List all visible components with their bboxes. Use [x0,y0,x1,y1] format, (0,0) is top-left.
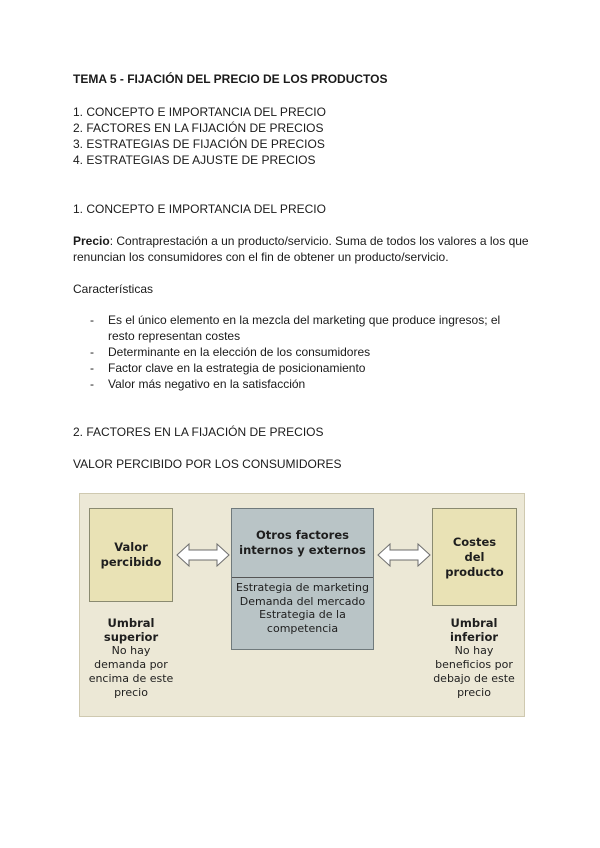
otros-factores-item: Demanda del mercado [239,594,366,608]
list-item-text: Determinante en la elección de los consumidores [108,345,371,359]
umbral-inferior-text-line: precio [457,686,491,699]
list-item-text: Valor más negativo en la satisfacción [108,377,306,391]
list-item-text: Es el único elemento en la mezcla del marketing que produce ingresos; el resto representan costes [108,313,501,343]
double-arrow-left-icon [175,541,231,569]
toc-item: 3. ESTRATEGIAS DE FIJACIÓN DE PRECIOS [73,137,325,151]
subheading: VALOR PERCIBIDO POR LOS CONSUMIDORES [73,457,342,471]
costes-producto-line: Costes [452,534,497,549]
double-arrow-right-icon [376,541,432,569]
umbral-inferior-text-line: beneficios por [435,658,513,671]
list-item [90,312,520,344]
costes-producto-line: producto [445,564,504,579]
otros-factores-title-line: Otros factores [256,528,349,542]
toc-item: 2. FACTORES EN LA FIJACIÓN DE PRECIOS [73,121,324,135]
umbral-inferior-title-line: Umbral [450,616,498,630]
otros-factores-title-line: internos y externos [239,543,366,557]
document-title: TEMA 5 - FIJACIÓN DEL PRECIO DE LOS PRODUCTOS [73,72,388,86]
price-diagram [79,493,525,717]
list-item [90,360,520,376]
section-2-heading: 2. FACTORES EN LA FIJACIÓN DE PRECIOS [73,425,324,439]
valor-percibido-line: Valor [114,540,148,554]
caracteristicas-label: Características [73,282,154,296]
otros-factores-header [232,509,373,578]
umbral-inferior [426,616,522,700]
otros-factores-list [232,581,373,635]
list-item-text: Factor clave en la estrategia de posicionamiento [108,361,366,375]
list-item [90,376,520,392]
list-item [90,344,520,360]
bullet-marker: - [90,361,94,375]
umbral-superior-text-line: encima de este [88,672,174,685]
precio-definition [73,233,533,265]
umbral-superior-title-line: superior [103,630,159,644]
otros-factores-item: Estrategia de marketing [236,581,369,594]
bullet-marker: - [90,345,94,359]
umbral-superior-text-line: No hay [111,644,151,657]
toc-item: 4. ESTRATEGIAS DE AJUSTE DE PRECIOS [73,153,316,167]
precio-definition-text: : Contraprestación a un producto/servicio. Suma de todos los valores a los que renuncian los consumidores con el fin de obtener un producto/servicio. [73,234,529,264]
valor-percibido-line: percibido [100,555,162,569]
umbral-superior-text-line: demanda por [94,658,168,671]
bullet-marker: - [90,313,94,327]
toc-item: 1. CONCEPTO E IMPORTANCIA DEL PRECIO [73,105,326,119]
umbral-superior-title-line: Umbral [107,616,155,630]
otros-factores-item: competencia [266,621,339,635]
umbral-inferior-text-line: No hay [454,644,494,657]
otros-factores-box [231,508,374,650]
umbral-superior-text-line: precio [114,686,148,699]
umbral-inferior-text-line: debajo de este [433,672,515,685]
costes-producto-line: del [464,549,485,564]
umbral-superior [84,616,178,700]
section-1-heading: 1. CONCEPTO E IMPORTANCIA DEL PRECIO [73,202,326,216]
otros-factores-item: Estrategia de la [259,608,346,621]
precio-term: Precio [73,234,110,248]
costes-producto-box [432,508,517,606]
bullet-marker: - [90,377,94,391]
umbral-inferior-title-line: inferior [449,630,499,644]
valor-percibido-box [89,508,173,602]
